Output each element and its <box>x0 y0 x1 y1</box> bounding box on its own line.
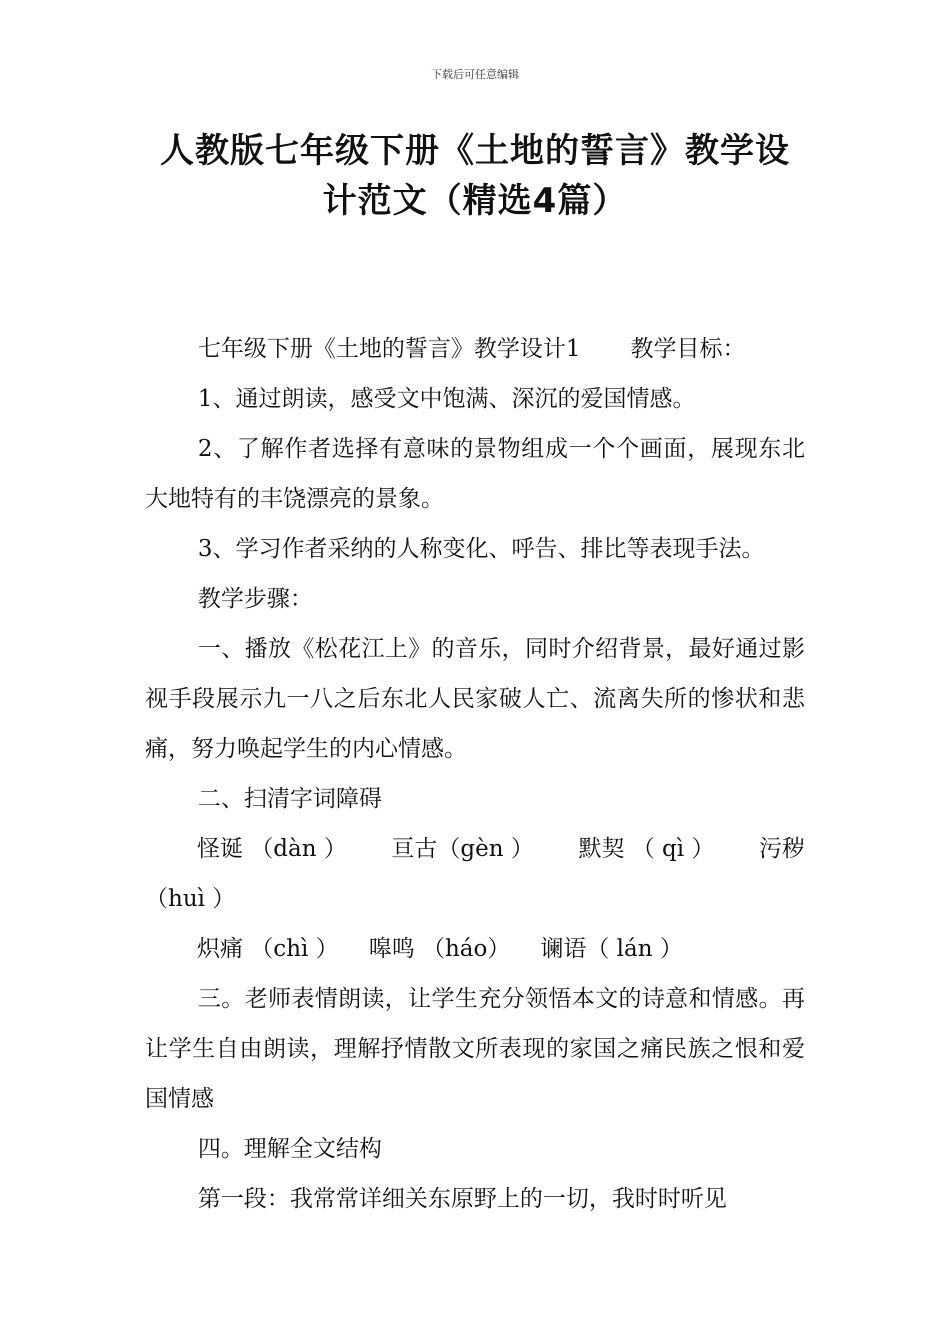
title-line-1: 人教版七年级下册《土地的誓言》教学设 <box>160 131 790 171</box>
step-1: 一、播放《松花江上》的音乐，同时介绍背景，最好通过影视手段展示九一八之后东北人民家破人亡、流离失所的惨状和悲痛，努力唤起学生的内心情感。 <box>145 636 805 762</box>
steps-heading: 教学步骤： <box>197 586 313 612</box>
pinyin-row-2 <box>145 924 805 974</box>
step-2: 二、扫清字词障碍 <box>197 786 382 812</box>
word-item: 谰语（ lán ） <box>540 936 683 962</box>
pinyin-row-1-cont: （huì ） <box>145 886 236 912</box>
header-note: 下载后可任意编辑 <box>431 68 519 81</box>
intro-right: 教学目标： <box>630 336 746 362</box>
word-item: 炽痛 （chì ） <box>197 936 339 962</box>
document-title <box>145 126 805 226</box>
pinyin-row-1 <box>145 824 805 874</box>
goal-3: 3、学习作者采纳的人称变化、呼告、排比等表现手法。 <box>197 536 765 562</box>
word-item: 嗥鸣 （háo） <box>368 936 511 962</box>
intro-left: 七年级下册《土地的誓言》教学设计1 <box>197 336 581 362</box>
title-line-2: 计范文（精选4篇） <box>322 181 628 221</box>
document-body <box>145 324 805 1224</box>
step-4: 四。理解全文结构 <box>197 1136 382 1162</box>
word-item: 默契 （ qì ） <box>578 836 715 862</box>
word-item: 怪诞 （dàn ） <box>197 836 347 862</box>
goal-2: 2、了解作者选择有意味的景物组成一个个画面，展现东北大地特有的丰饶漂亮的景象。 <box>145 436 805 512</box>
word-item: 污秽 <box>759 836 805 862</box>
paragraph-1: 第一段：我常常详细关东原野上的一切，我时时听见 <box>197 1186 727 1212</box>
step-3: 三。老师表情朗读，让学生充分领悟本文的诗意和情感。再让学生自由朗读，理解抒情散文所表现的家国之痛民族之恨和爱国情感 <box>145 986 805 1112</box>
intro-line <box>145 324 805 374</box>
goal-1: 1、通过朗读，感受文中饱满、深沉的爱国情感。 <box>197 386 696 412</box>
word-item: 亘古（gèn ） <box>391 836 534 862</box>
